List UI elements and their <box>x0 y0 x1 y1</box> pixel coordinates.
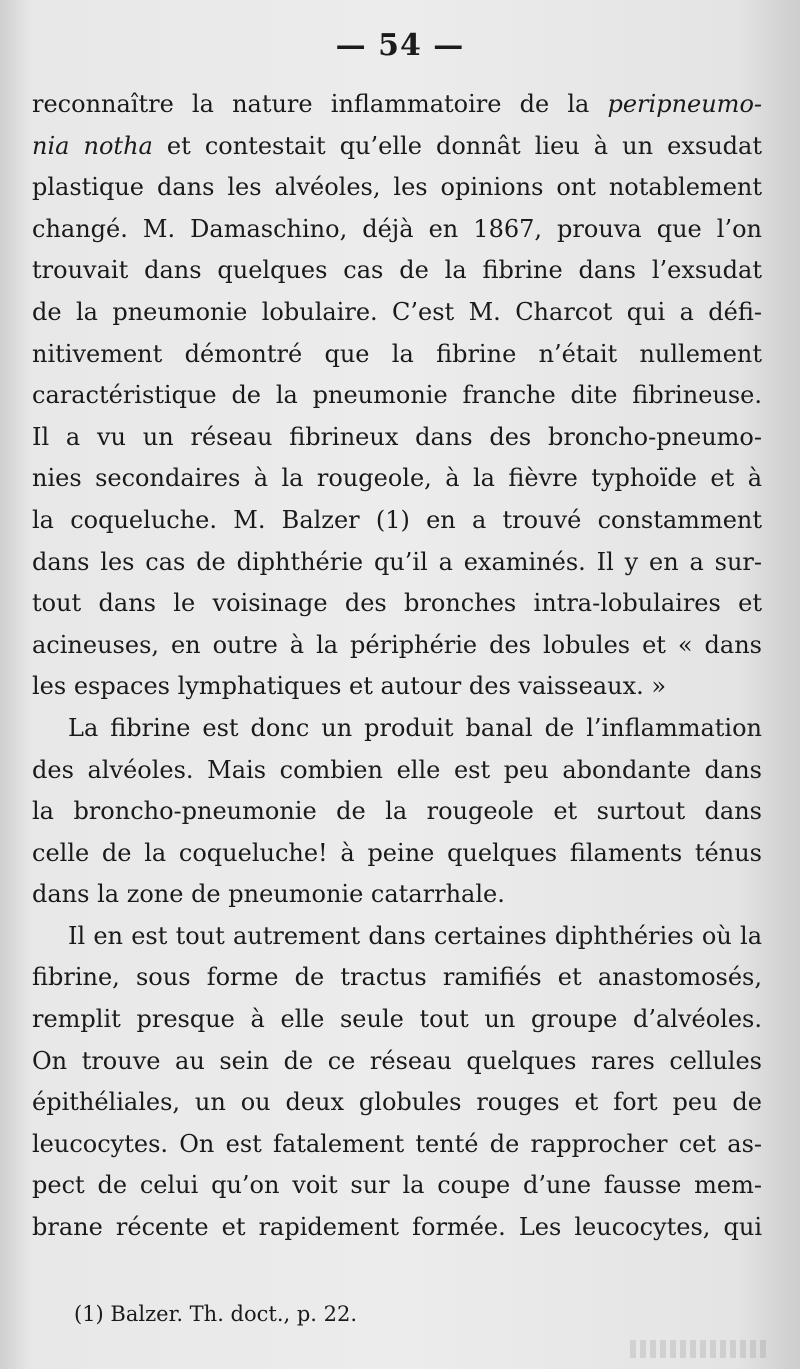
text-line: tout dans le voisinage des bronches intra-lobulaires et <box>32 589 762 618</box>
text-line: trouvait dans quelques cas de la fibrine dans l’exsudat <box>32 256 762 285</box>
text-line: nies secondaires à la rougeole, à la fièvre typhoïde et à <box>32 464 762 493</box>
text-line: des alvéoles. Mais combien elle est peu abondante dans <box>32 755 762 784</box>
text-line: brane récente et rapidement formée. Les leucocytes, qui <box>32 1213 762 1242</box>
show-through-bleed <box>630 1340 770 1358</box>
body-text <box>32 84 762 1249</box>
text-line: pect de celui qu’on voit sur la coupe d’une fausse mem- <box>32 1171 762 1200</box>
text-line: dans la zone de pneumonie catarrhale. <box>32 880 505 909</box>
text-line: fibrine, sous forme de tractus ramifiés et anastomosés, <box>32 963 762 992</box>
text-line: nia notha et contestait qu’elle donnât lieu à un exsudat <box>32 131 762 160</box>
text-line: nitivement démontré que la fibrine n’était nullement <box>32 339 762 368</box>
text-line: changé. M. Damaschino, déjà en 1867, prouva que l’on <box>32 214 762 243</box>
text-line: reconnaître la nature inflammatoire de la peripneumo- <box>32 90 762 118</box>
text-line: épithéliales, un ou deux globules rouges et fort peu de <box>32 1088 762 1117</box>
text-line: Il a vu un réseau fibrineux dans des broncho-pneumo- <box>32 422 762 451</box>
paragraph <box>32 84 762 708</box>
text-line: Il en est tout autrement dans certaines diphthéries où la <box>68 921 762 950</box>
paragraph <box>32 916 762 1249</box>
text-line: La fibrine est donc un produit banal de l’inflammation <box>68 713 762 742</box>
text-line: dans les cas de diphthérie qu’il a examinés. Il y en a sur- <box>32 547 762 576</box>
text-line: remplit presque à elle seule tout un groupe d’alvéoles. <box>32 1005 762 1034</box>
text-line: celle de la coqueluche! à peine quelques filaments ténus <box>32 838 762 867</box>
text-line: la broncho-pneumonie de la rougeole et surtout dans <box>32 797 762 826</box>
text-line: les espaces lymphatiques et autour des vaisseaux. » <box>32 672 667 701</box>
text-line: acineuses, en outre à la périphérie des lobules et « dans <box>32 630 762 659</box>
page-number: — 54 — <box>335 28 465 63</box>
paragraph <box>32 708 762 916</box>
text-line: plastique dans les alvéoles, les opinions ont notablement <box>32 173 762 202</box>
text-line: de la pneumonie lobulaire. C’est M. Charcot qui a défi- <box>32 297 762 326</box>
text-line: caractéristique de la pneumonie franche dite fibrineuse. <box>32 381 762 410</box>
text-line: la coqueluche. M. Balzer (1) en a trouvé constamment <box>32 505 762 534</box>
footnote: (1) Balzer. Th. doct., p. 22. <box>74 1302 358 1326</box>
text-line: leucocytes. On est fatalement tenté de rapprocher cet as- <box>32 1129 762 1158</box>
text-line: On trouve au sein de ce réseau quelques rares cellules <box>32 1046 762 1075</box>
